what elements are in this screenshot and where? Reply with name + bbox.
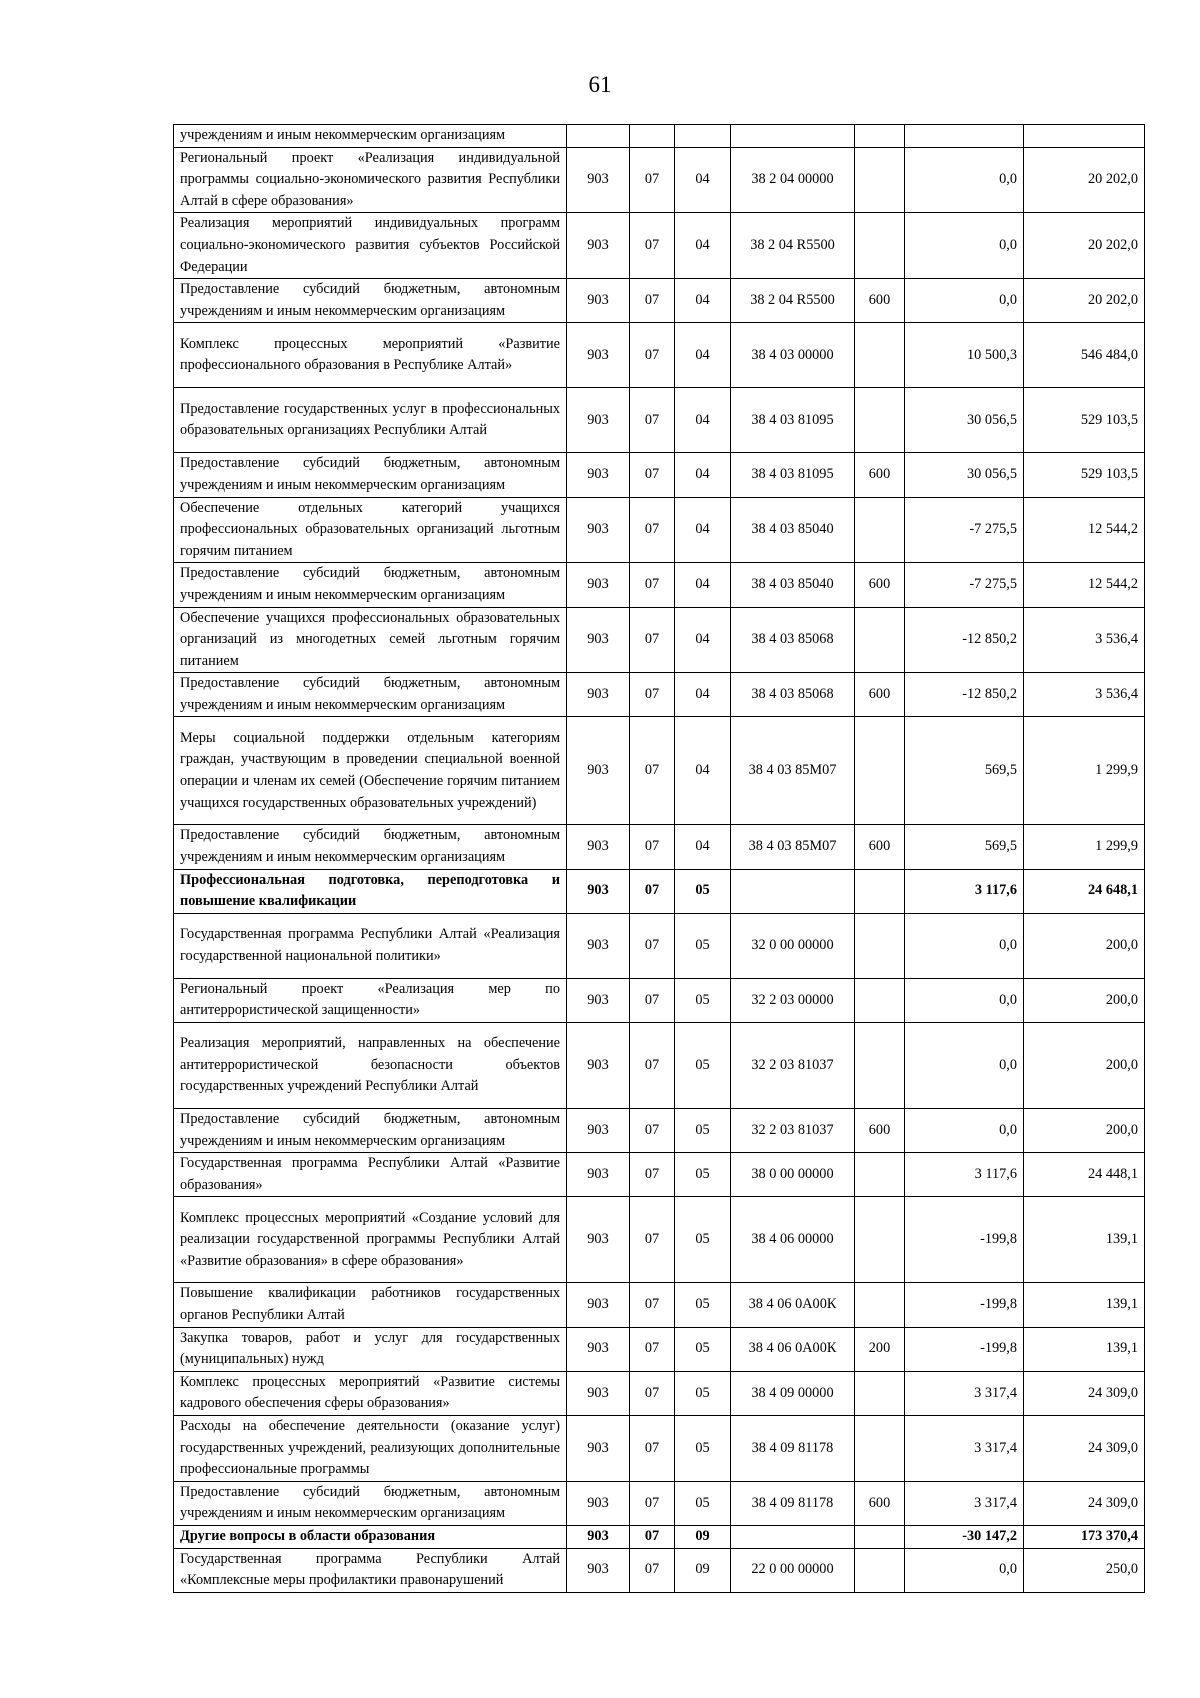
cell-target-article: 38 2 04 00000 xyxy=(731,147,855,213)
cell-amount-total: 20 202,0 xyxy=(1024,213,1145,279)
cell-amount-total: 24 309,0 xyxy=(1024,1371,1145,1415)
cell-amount-total: 200,0 xyxy=(1024,913,1145,978)
table-row xyxy=(174,913,1145,978)
cell-amount-total: 529 103,5 xyxy=(1024,388,1145,453)
cell-description: Предоставление субсидий бюджетным, автономным учреждениям и иным некоммерческим организациям xyxy=(174,563,567,607)
cell-admin-code: 903 xyxy=(567,607,630,673)
cell-section: 07 xyxy=(630,1023,675,1109)
table-row xyxy=(174,607,1145,673)
cell-description: Расходы на обеспечение деятельности (оказание услуг) государственных учреждений, реализующих дополнительные профессиональные программы xyxy=(174,1415,567,1481)
cell-description: Региональный проект «Реализация индивидуальной программы социально-экономического развития Республики Алтай в сфере образования» xyxy=(174,147,567,213)
cell-amount-change: -7 275,5 xyxy=(905,497,1024,563)
cell-expense-type xyxy=(855,717,905,825)
cell-description: Предоставление государственных услуг в профессиональных образовательных организациях Республики Алтай xyxy=(174,388,567,453)
table-row xyxy=(174,1525,1145,1548)
cell-subsection: 04 xyxy=(675,453,731,497)
cell-subsection: 05 xyxy=(675,1109,731,1153)
cell-expense-type: 600 xyxy=(855,453,905,497)
cell-amount-total: 139,1 xyxy=(1024,1327,1145,1371)
cell-expense-type xyxy=(855,388,905,453)
cell-admin-code: 903 xyxy=(567,717,630,825)
cell-target-article xyxy=(731,1525,855,1548)
table-row xyxy=(174,717,1145,825)
cell-target-article: 32 2 03 81037 xyxy=(731,1023,855,1109)
cell-amount-total: 139,1 xyxy=(1024,1197,1145,1283)
cell-subsection: 05 xyxy=(675,1283,731,1327)
cell-admin-code: 903 xyxy=(567,978,630,1022)
cell-description: Предоставление субсидий бюджетным, автономным учреждениям и иным некоммерческим организациям xyxy=(174,825,567,869)
cell-section: 07 xyxy=(630,673,675,717)
cell-amount-change xyxy=(905,125,1024,148)
cell-amount-change: 30 056,5 xyxy=(905,388,1024,453)
cell-target-article: 38 4 06 0А00К xyxy=(731,1283,855,1327)
cell-subsection: 05 xyxy=(675,1023,731,1109)
cell-amount-total: 139,1 xyxy=(1024,1283,1145,1327)
cell-section: 07 xyxy=(630,1525,675,1548)
cell-amount-change: 569,5 xyxy=(905,825,1024,869)
cell-description: Реализация мероприятий, направленных на обеспечение антитеррористической безопасности объектов государственных учреждений Республики Алтай xyxy=(174,1023,567,1109)
cell-admin-code: 903 xyxy=(567,497,630,563)
cell-amount-change: 30 056,5 xyxy=(905,453,1024,497)
table-row xyxy=(174,1327,1145,1371)
cell-amount-change: -30 147,2 xyxy=(905,1525,1024,1548)
table-row xyxy=(174,125,1145,148)
cell-admin-code: 903 xyxy=(567,1327,630,1371)
cell-subsection: 05 xyxy=(675,1197,731,1283)
cell-subsection: 09 xyxy=(675,1548,731,1592)
table-row xyxy=(174,1197,1145,1283)
cell-amount-change: 0,0 xyxy=(905,1023,1024,1109)
cell-amount-total: 24 648,1 xyxy=(1024,869,1145,913)
cell-target-article: 38 4 09 81178 xyxy=(731,1481,855,1525)
cell-amount-change: -199,8 xyxy=(905,1327,1024,1371)
cell-section: 07 xyxy=(630,147,675,213)
table-row xyxy=(174,1283,1145,1327)
cell-expense-type: 200 xyxy=(855,1327,905,1371)
cell-subsection: 04 xyxy=(675,563,731,607)
table-row xyxy=(174,1415,1145,1481)
cell-section: 07 xyxy=(630,323,675,388)
cell-amount-change: 10 500,3 xyxy=(905,323,1024,388)
cell-amount-change: 569,5 xyxy=(905,717,1024,825)
cell-section: 07 xyxy=(630,1481,675,1525)
cell-subsection: 05 xyxy=(675,1327,731,1371)
cell-target-article: 38 4 06 0А00К xyxy=(731,1327,855,1371)
cell-subsection: 05 xyxy=(675,869,731,913)
cell-amount-change: 0,0 xyxy=(905,913,1024,978)
cell-section: 07 xyxy=(630,978,675,1022)
cell-amount-total xyxy=(1024,125,1145,148)
cell-description: Предоставление субсидий бюджетным, автономным учреждениям и иным некоммерческим организациям xyxy=(174,279,567,323)
cell-expense-type xyxy=(855,1197,905,1283)
cell-target-article: 38 4 03 85М07 xyxy=(731,825,855,869)
cell-amount-total: 1 299,9 xyxy=(1024,717,1145,825)
cell-section: 07 xyxy=(630,1415,675,1481)
cell-description: Обеспечение учащихся профессиональных образовательных организаций из многодетных семей льготным горячим питанием xyxy=(174,607,567,673)
cell-admin-code: 903 xyxy=(567,147,630,213)
cell-target-article: 38 4 06 00000 xyxy=(731,1197,855,1283)
cell-admin-code: 903 xyxy=(567,869,630,913)
cell-target-article: 38 4 03 85040 xyxy=(731,497,855,563)
cell-expense-type xyxy=(855,607,905,673)
cell-section: 07 xyxy=(630,1197,675,1283)
cell-target-article: 38 0 00 00000 xyxy=(731,1153,855,1197)
cell-amount-change: -7 275,5 xyxy=(905,563,1024,607)
cell-amount-change: 3 317,4 xyxy=(905,1481,1024,1525)
cell-expense-type: 600 xyxy=(855,673,905,717)
cell-target-article xyxy=(731,125,855,148)
cell-amount-change: -199,8 xyxy=(905,1197,1024,1283)
cell-amount-total: 200,0 xyxy=(1024,978,1145,1022)
cell-subsection: 04 xyxy=(675,607,731,673)
cell-subsection: 04 xyxy=(675,825,731,869)
cell-expense-type xyxy=(855,1525,905,1548)
cell-admin-code: 903 xyxy=(567,1415,630,1481)
cell-description: Профессиональная подготовка, переподготовка и повышение квалификации xyxy=(174,869,567,913)
cell-subsection: 04 xyxy=(675,673,731,717)
cell-admin-code: 903 xyxy=(567,1525,630,1548)
table-row xyxy=(174,869,1145,913)
cell-section: 07 xyxy=(630,1109,675,1153)
cell-amount-change: 3 117,6 xyxy=(905,1153,1024,1197)
table-row xyxy=(174,323,1145,388)
cell-target-article: 38 2 04 R5500 xyxy=(731,213,855,279)
cell-description: Комплекс процессных мероприятий «Развитие профессионального образования в Республике Алтай» xyxy=(174,323,567,388)
table-row xyxy=(174,147,1145,213)
cell-admin-code: 903 xyxy=(567,673,630,717)
cell-description: Предоставление субсидий бюджетным, автономным учреждениям и иным некоммерческим организациям xyxy=(174,453,567,497)
cell-expense-type: 600 xyxy=(855,563,905,607)
cell-amount-total: 20 202,0 xyxy=(1024,279,1145,323)
cell-admin-code: 903 xyxy=(567,825,630,869)
cell-admin-code: 903 xyxy=(567,1153,630,1197)
cell-amount-total: 250,0 xyxy=(1024,1548,1145,1592)
cell-description: Комплекс процессных мероприятий «Развитие системы кадрового обеспечения сферы образования» xyxy=(174,1371,567,1415)
cell-section: 07 xyxy=(630,497,675,563)
cell-amount-total: 546 484,0 xyxy=(1024,323,1145,388)
cell-amount-change: 0,0 xyxy=(905,213,1024,279)
cell-section: 07 xyxy=(630,213,675,279)
cell-subsection: 09 xyxy=(675,1525,731,1548)
cell-amount-change: 0,0 xyxy=(905,978,1024,1022)
cell-description: Региональный проект «Реализация мер по антитеррористической защищенности» xyxy=(174,978,567,1022)
table-row xyxy=(174,1109,1145,1153)
cell-expense-type xyxy=(855,213,905,279)
cell-expense-type xyxy=(855,978,905,1022)
cell-description: Меры социальной поддержки отдельным категориям граждан, участвующим в проведении специальной военной операции и членам их семей (Обеспечение горячим питанием учащихся государственных образовательных учреждений) xyxy=(174,717,567,825)
cell-subsection: 04 xyxy=(675,323,731,388)
cell-section: 07 xyxy=(630,913,675,978)
cell-description: Комплекс процессных мероприятий «Создание условий для реализации государственной программы Республики Алтай «Развитие образования» в сфере образования» xyxy=(174,1197,567,1283)
cell-admin-code: 903 xyxy=(567,1023,630,1109)
cell-description: Обеспечение отдельных категорий учащихся профессиональных образовательных организаций льготным горячим питанием xyxy=(174,497,567,563)
cell-amount-total: 200,0 xyxy=(1024,1109,1145,1153)
cell-target-article: 32 2 03 81037 xyxy=(731,1109,855,1153)
cell-target-article: 38 2 04 R5500 xyxy=(731,279,855,323)
cell-expense-type xyxy=(855,869,905,913)
cell-amount-change: -199,8 xyxy=(905,1283,1024,1327)
table-row xyxy=(174,1371,1145,1415)
cell-description: Предоставление субсидий бюджетным, автономным учреждениям и иным некоммерческим организациям xyxy=(174,1481,567,1525)
cell-subsection: 05 xyxy=(675,1371,731,1415)
cell-target-article: 38 4 03 85М07 xyxy=(731,717,855,825)
cell-section: 07 xyxy=(630,869,675,913)
cell-section: 07 xyxy=(630,1153,675,1197)
cell-subsection: 05 xyxy=(675,978,731,1022)
cell-admin-code: 903 xyxy=(567,453,630,497)
cell-amount-total: 173 370,4 xyxy=(1024,1525,1145,1548)
cell-description: Предоставление субсидий бюджетным, автономным учреждениям и иным некоммерческим организациям xyxy=(174,673,567,717)
cell-section: 07 xyxy=(630,1371,675,1415)
cell-amount-change: 3 317,4 xyxy=(905,1371,1024,1415)
cell-section: 07 xyxy=(630,1548,675,1592)
cell-amount-change: 0,0 xyxy=(905,279,1024,323)
cell-expense-type xyxy=(855,1283,905,1327)
cell-amount-change: -12 850,2 xyxy=(905,607,1024,673)
table-row xyxy=(174,1481,1145,1525)
cell-subsection: 04 xyxy=(675,717,731,825)
cell-admin-code: 903 xyxy=(567,1481,630,1525)
cell-expense-type: 600 xyxy=(855,1481,905,1525)
cell-target-article: 22 0 00 00000 xyxy=(731,1548,855,1592)
table-row xyxy=(174,497,1145,563)
cell-expense-type: 600 xyxy=(855,1109,905,1153)
cell-section: 07 xyxy=(630,563,675,607)
cell-expense-type: 600 xyxy=(855,825,905,869)
table-row xyxy=(174,563,1145,607)
cell-section: 07 xyxy=(630,279,675,323)
cell-target-article: 38 4 09 00000 xyxy=(731,1371,855,1415)
cell-section: 07 xyxy=(630,717,675,825)
cell-admin-code xyxy=(567,125,630,148)
cell-expense-type xyxy=(855,1415,905,1481)
cell-admin-code: 903 xyxy=(567,1109,630,1153)
cell-target-article: 32 2 03 00000 xyxy=(731,978,855,1022)
cell-admin-code: 903 xyxy=(567,1371,630,1415)
table-row xyxy=(174,1153,1145,1197)
cell-expense-type: 600 xyxy=(855,279,905,323)
cell-subsection: 04 xyxy=(675,497,731,563)
cell-description: учреждениям и иным некоммерческим организациям xyxy=(174,125,567,148)
cell-amount-change: -12 850,2 xyxy=(905,673,1024,717)
cell-section xyxy=(630,125,675,148)
cell-amount-total: 529 103,5 xyxy=(1024,453,1145,497)
cell-amount-total: 1 299,9 xyxy=(1024,825,1145,869)
cell-description: Государственная программа Республики Алтай «Реализация государственной национальной политики» xyxy=(174,913,567,978)
cell-section: 07 xyxy=(630,1327,675,1371)
budget-table xyxy=(173,124,1145,1593)
cell-expense-type xyxy=(855,125,905,148)
cell-section: 07 xyxy=(630,388,675,453)
cell-amount-total: 24 309,0 xyxy=(1024,1481,1145,1525)
cell-expense-type xyxy=(855,1153,905,1197)
cell-expense-type xyxy=(855,497,905,563)
cell-subsection: 05 xyxy=(675,913,731,978)
cell-target-article: 38 4 03 85068 xyxy=(731,607,855,673)
cell-description: Государственная программа Республики Алтай «Комплексные меры профилактики правонарушений xyxy=(174,1548,567,1592)
cell-subsection: 05 xyxy=(675,1153,731,1197)
cell-amount-change: 0,0 xyxy=(905,1109,1024,1153)
cell-section: 07 xyxy=(630,453,675,497)
cell-target-article: 38 4 09 81178 xyxy=(731,1415,855,1481)
table-row xyxy=(174,1023,1145,1109)
cell-expense-type xyxy=(855,1023,905,1109)
cell-subsection: 04 xyxy=(675,147,731,213)
cell-amount-total: 3 536,4 xyxy=(1024,673,1145,717)
table-row xyxy=(174,673,1145,717)
cell-target-article: 38 4 03 81095 xyxy=(731,388,855,453)
table-row xyxy=(174,825,1145,869)
cell-admin-code: 903 xyxy=(567,563,630,607)
cell-subsection: 04 xyxy=(675,388,731,453)
cell-subsection: 05 xyxy=(675,1481,731,1525)
table-row xyxy=(174,453,1145,497)
cell-description: Закупка товаров, работ и услуг для государственных (муниципальных) нужд xyxy=(174,1327,567,1371)
cell-description: Повышение квалификации работников государственных органов Республики Алтай xyxy=(174,1283,567,1327)
cell-amount-total: 12 544,2 xyxy=(1024,563,1145,607)
cell-amount-change: 0,0 xyxy=(905,147,1024,213)
cell-description: Реализация мероприятий индивидуальных программ социально-экономического развития субъектов Российской Федерации xyxy=(174,213,567,279)
cell-amount-change: 0,0 xyxy=(905,1548,1024,1592)
table-row xyxy=(174,978,1145,1022)
cell-subsection xyxy=(675,125,731,148)
cell-admin-code: 903 xyxy=(567,1197,630,1283)
cell-admin-code: 903 xyxy=(567,1548,630,1592)
cell-admin-code: 903 xyxy=(567,279,630,323)
table-row xyxy=(174,279,1145,323)
cell-admin-code: 903 xyxy=(567,388,630,453)
cell-description: Другие вопросы в области образования xyxy=(174,1525,567,1548)
cell-amount-total: 20 202,0 xyxy=(1024,147,1145,213)
cell-amount-total: 200,0 xyxy=(1024,1023,1145,1109)
cell-expense-type xyxy=(855,147,905,213)
cell-expense-type xyxy=(855,1371,905,1415)
cell-amount-change: 3 317,4 xyxy=(905,1415,1024,1481)
cell-section: 07 xyxy=(630,607,675,673)
cell-description: Предоставление субсидий бюджетным, автономным учреждениям и иным некоммерческим организациям xyxy=(174,1109,567,1153)
cell-target-article: 38 4 03 81095 xyxy=(731,453,855,497)
cell-target-article: 32 0 00 00000 xyxy=(731,913,855,978)
table-row xyxy=(174,213,1145,279)
cell-admin-code: 903 xyxy=(567,213,630,279)
cell-subsection: 04 xyxy=(675,213,731,279)
table-row xyxy=(174,1548,1145,1592)
cell-description: Государственная программа Республики Алтай «Развитие образования» xyxy=(174,1153,567,1197)
cell-target-article: 38 4 03 00000 xyxy=(731,323,855,388)
cell-amount-change: 3 117,6 xyxy=(905,869,1024,913)
cell-expense-type xyxy=(855,1548,905,1592)
cell-section: 07 xyxy=(630,1283,675,1327)
cell-amount-total: 12 544,2 xyxy=(1024,497,1145,563)
cell-subsection: 04 xyxy=(675,279,731,323)
cell-target-article: 38 4 03 85040 xyxy=(731,563,855,607)
page-number: 61 xyxy=(588,72,612,97)
table-row xyxy=(174,388,1145,453)
cell-expense-type xyxy=(855,913,905,978)
cell-expense-type xyxy=(855,323,905,388)
cell-amount-total: 24 309,0 xyxy=(1024,1415,1145,1481)
cell-admin-code: 903 xyxy=(567,1283,630,1327)
cell-target-article xyxy=(731,869,855,913)
cell-amount-total: 24 448,1 xyxy=(1024,1153,1145,1197)
cell-target-article: 38 4 03 85068 xyxy=(731,673,855,717)
cell-subsection: 05 xyxy=(675,1415,731,1481)
cell-section: 07 xyxy=(630,825,675,869)
cell-admin-code: 903 xyxy=(567,323,630,388)
cell-amount-total: 3 536,4 xyxy=(1024,607,1145,673)
cell-admin-code: 903 xyxy=(567,913,630,978)
